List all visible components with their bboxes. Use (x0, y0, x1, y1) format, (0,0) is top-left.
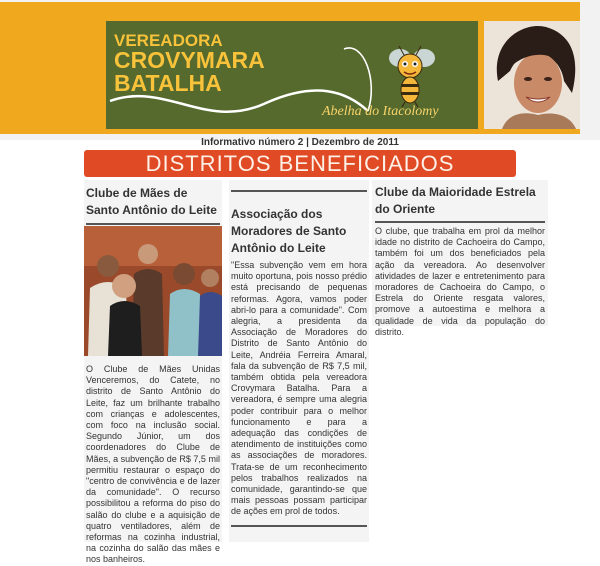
portrait-photo (484, 21, 580, 129)
banner-slogan: Abelha do Itacolomy (322, 104, 439, 119)
article-1-rule (86, 223, 220, 225)
article-3-body: O clube, que trabalha em prol da melhor idade no distrito de Cachoeira do Campo, também foi um dos beneficiados pela ação da vereadora. Ao desenvolver atividades de lazer e entretenimento para moradores de Cachoeira do Campo, o Estrela do Oriente resgata valores, promove a autoestima e melhora a qualidade de vida da população do distrito. (375, 226, 545, 337)
article-1-heading: Clube de Mães de Santo Antônio do Leite (86, 186, 217, 217)
banner-surname: BATALHA (114, 70, 222, 96)
article-2-body: "Essa subvenção vem em hora muito oportuna, pois nosso prédio está precisando de pequenas reformas. Agora, vamos poder abri-lo para a comunidade". Com alegria, a presidenta da Associação de Moradores do Distrito de Santo Antônio do Leite, Andréia Ferreira Amaral, fala da subvenção de R$ 7,5 mil, também obtida pela vereadora Crovymara Batalha. Para a vereadora, é sempre uma alegria poder contribuir para o melhor funcionamento e para a adequação das condições de atendimento de instituições como as associações de moradores. Trata-se de um reconhecimento pelos trabalhos realizados na comunidade, garantindo-se que mais pessoas possam participar de ações em prol de todos. (231, 260, 367, 517)
issue-info: Informativo número 2 | Dezembro de 2011 (201, 137, 399, 148)
bee-mascot-icon (380, 44, 440, 108)
article-1-photo (84, 226, 222, 356)
section-title: DISTRITOS BENEFICIADOS (145, 151, 455, 176)
article-1-body: O Clube de Mães Unidas Venceremos, do Catete, no distrito de Santo Antônio do Leite, faz um brilhante trabalho com crianças e adolescentes, com foco na inclusão social. Segundo Júnior, um dos coordenadores do Clube de Mães, a subvenção de R$ 7,5 mil permitiu restaurar o espaço do "centro de convivência e de lazer da comunidade". O recurso possibilitou a reforma do piso do salão do clube e a aquisição de quatro ventiladores, além de reformas na cozinha industrial, na cozinha do salão das mães e nos banheiros. (86, 364, 220, 565)
article-3-rule (375, 221, 545, 223)
article-2-rule-bottom (231, 525, 367, 527)
article-2-heading: Associação dos Moradores de Santo Antônio do Leite (231, 207, 347, 255)
banner-name: CROVYMARA (114, 47, 265, 73)
banner-title: VEREADORA (114, 31, 223, 50)
article-2-rule-top (231, 190, 367, 192)
article-3-heading: Clube da Maioridade Estrela do Oriente (375, 185, 536, 216)
